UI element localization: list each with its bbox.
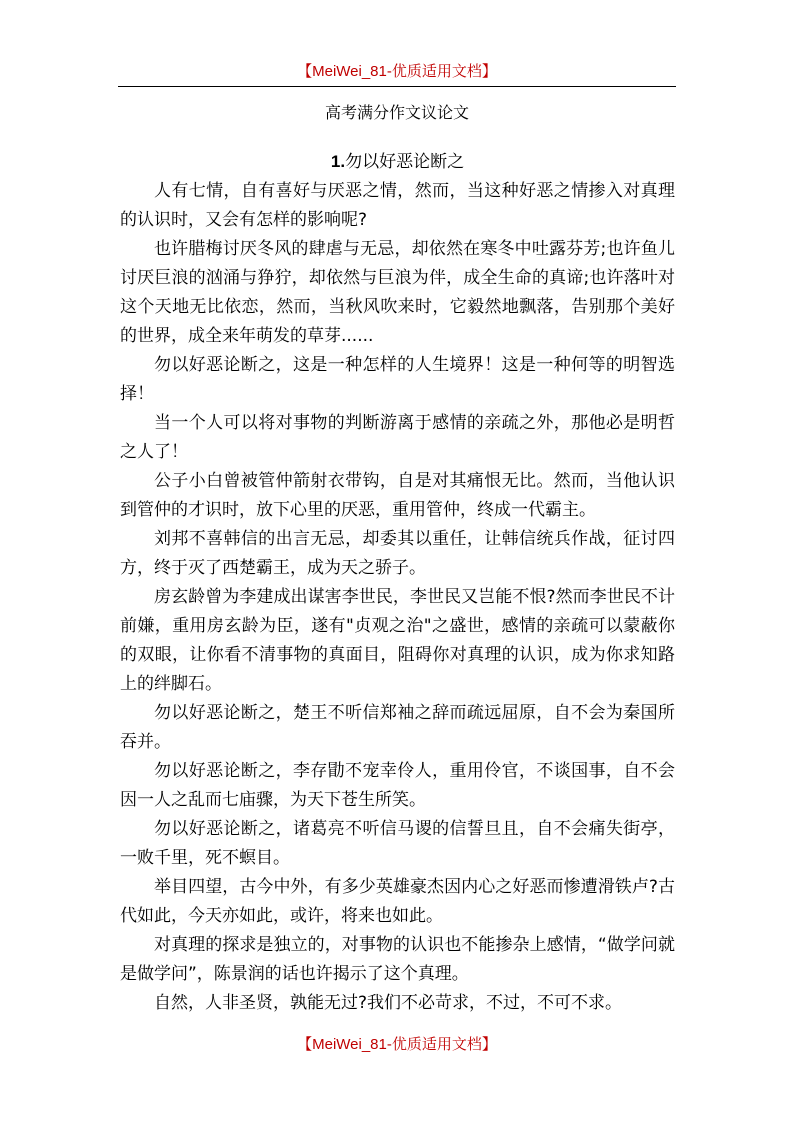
paragraph-11: 举目四望，古今中外，有多少英雄豪杰因内心之好恶而惨遭滑铁卢?古代如此，今天亦如此，或许，将来也如此。 (120, 877, 675, 926)
footer-watermark-tag: 【MeiWei_81-优质适用文档】 (297, 1036, 497, 1053)
paragraph-12: 对真理的探求是独立的，对事物的认识也不能掺杂上感情，“做学问就是做学问”，陈景润的话也许揭示了这个真理。 (120, 935, 675, 984)
paragraph-9: 勿以好恶论断之，李存勖不宠幸伶人，重用伶官，不谈国事，自不会因一人之乱而七庙骤，为天下苍生所笑。 (120, 761, 675, 810)
paragraph-5: 公子小白曾被管仲箭射衣带钩，自是对其痛恨无比。然而，当他认识到管仲的才识时，放下心里的厌恶，重用管仲，终成一代霸主。 (120, 471, 675, 520)
essay-number: 1. (330, 152, 346, 171)
essay-body (120, 147, 675, 1018)
paragraph-8: 勿以好恶论断之，楚王不听信郑袖之辞而疏远屈原，自不会为秦国所吞并。 (120, 703, 675, 752)
paragraph-7: 房玄龄曾为李建成出谋害李世民，李世民又岂能不恨?然而李世民不计前嫌，重用房玄龄为臣，遂有"贞观之治"之盛世，感情的亲疏可以蒙蔽你的双眼，让你看不清事物的真面目，阻碍你对真理的认识，成为你求知路上的绊脚石。 (120, 587, 675, 694)
paragraph-1: 人有七情，自有喜好与厌恶之情，然而，当这种好恶之情掺入对真理的认识时，又会有怎样的影响呢? (120, 181, 675, 230)
essay-title: 勿以好恶论断之 (345, 152, 465, 172)
paragraph-4: 当一个人可以将对事物的判断游离于感情的亲疏之外，那他必是明哲之人了！ (120, 413, 675, 462)
paragraph-13: 自然，人非圣贤，孰能无过?我们不必苛求，不过，不可不求。 (154, 993, 623, 1013)
paragraph-3: 勿以好恶论断之，这是一种怎样的人生境界！这是一种何等的明智选择！ (120, 355, 675, 404)
paragraph-6: 刘邦不喜韩信的出言无忌，却委其以重任，让韩信统兵作战，征讨四方，终于灭了西楚霸王，成为天之骄子。 (120, 529, 675, 578)
essay-heading (120, 147, 675, 177)
header-watermark-tag: 【MeiWei_81-优质适用文档】 (297, 63, 497, 80)
paragraph-2: 也许腊梅讨厌冬风的肆虐与无忌，却依然在寒冬中吐露芬芳;也许鱼儿讨厌巨浪的汹涌与狰狞，却依然与巨浪为伴，成全生命的真谛;也许落叶对这个天地无比依恋，然而，当秋风吹来时，它毅然地飘落，告别那个美好的世界，成全来年萌发的草芽...... (120, 239, 675, 346)
document-title: 高考满分作文议论文 (324, 103, 469, 122)
paragraph-10: 勿以好恶论断之，诸葛亮不听信马谡的信誓旦且，自不会痛失街亭，一败千里，死不螟目。 (120, 819, 675, 868)
header-divider (118, 86, 676, 87)
